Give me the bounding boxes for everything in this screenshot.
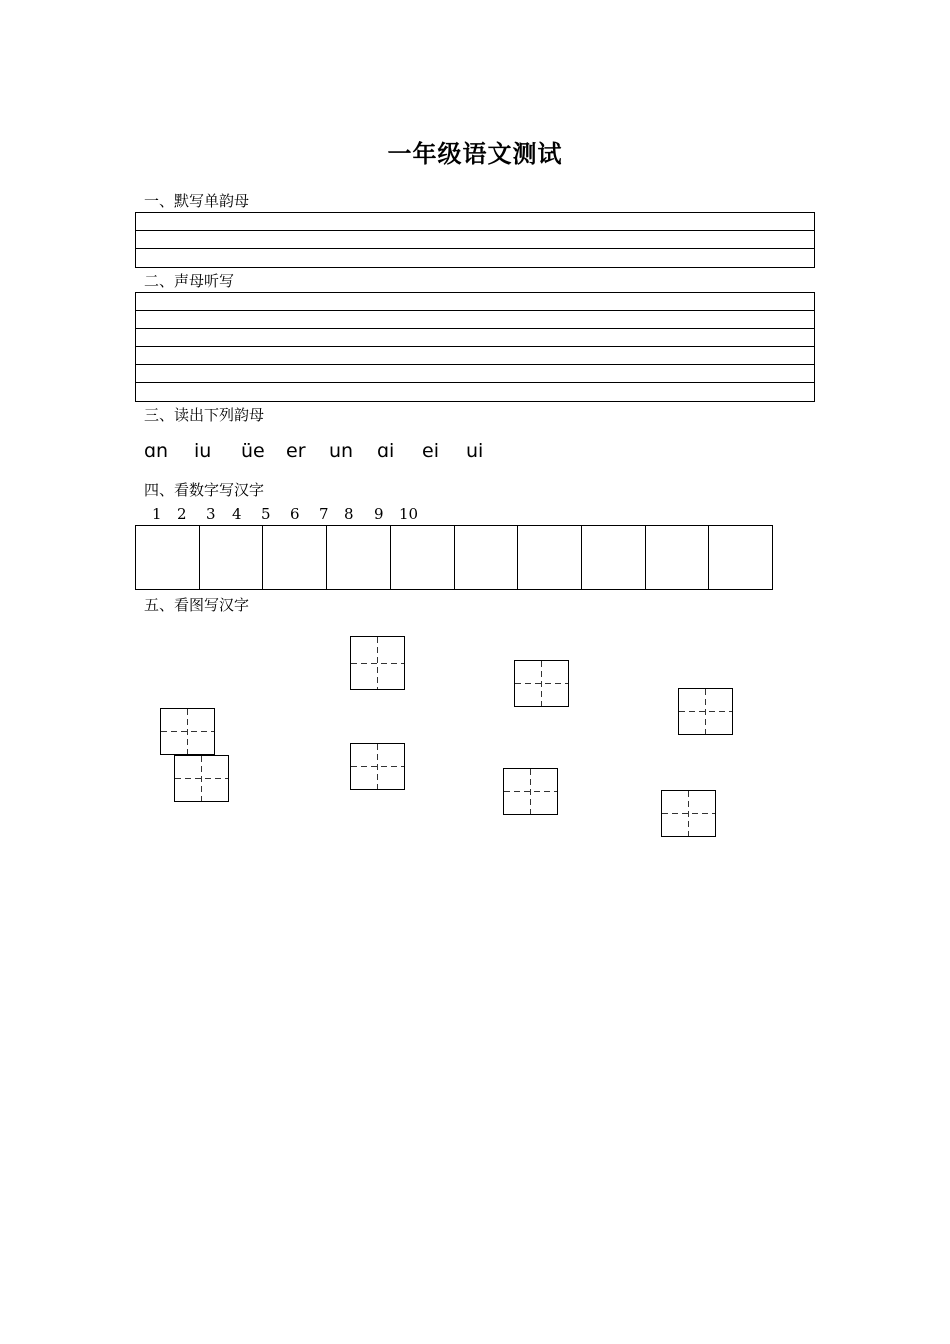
rhyme-item: üe xyxy=(241,440,265,462)
writing-lines-1[interactable] xyxy=(135,212,815,268)
tian-grid-box[interactable] xyxy=(350,636,405,690)
section-2-title: 二、声母听写 xyxy=(144,272,235,290)
rhyme-item: ɑn xyxy=(144,440,169,462)
section-5-title: 五、看图写汉字 xyxy=(144,596,250,614)
number-label: 1 xyxy=(152,505,162,523)
writing-cell[interactable] xyxy=(200,526,264,589)
number-label: 4 xyxy=(232,505,242,523)
writing-cell[interactable] xyxy=(709,526,772,589)
writing-cell[interactable] xyxy=(136,526,200,589)
rhyme-item: ɑi xyxy=(377,440,395,462)
section-3-title: 三、读出下列韵母 xyxy=(144,406,265,424)
writing-cell[interactable] xyxy=(327,526,391,589)
tian-grid-box[interactable] xyxy=(661,790,716,837)
number-label: 5 xyxy=(261,505,271,523)
number-writing-grid[interactable] xyxy=(135,525,773,590)
writing-line[interactable] xyxy=(136,213,814,231)
rhyme-item: ei xyxy=(422,440,439,462)
number-label: 9 xyxy=(374,505,384,523)
number-label: 2 xyxy=(177,505,187,523)
number-label: 3 xyxy=(206,505,216,523)
rhyme-item: un xyxy=(329,440,354,462)
page-title: 一年级语文测试 xyxy=(387,139,563,168)
writing-line[interactable] xyxy=(136,383,814,401)
rhyme-item: ui xyxy=(466,440,484,462)
writing-line[interactable] xyxy=(136,365,814,383)
writing-cell[interactable] xyxy=(582,526,646,589)
number-label: 7 xyxy=(319,505,329,523)
writing-line[interactable] xyxy=(136,249,814,267)
number-label: 6 xyxy=(290,505,300,523)
tian-grid-box[interactable] xyxy=(503,768,558,815)
writing-line[interactable] xyxy=(136,311,814,329)
section-1-title: 一、默写单韵母 xyxy=(144,192,250,210)
tian-grid-box[interactable] xyxy=(350,743,405,790)
writing-line[interactable] xyxy=(136,347,814,365)
tian-grid-box[interactable] xyxy=(174,755,229,802)
writing-lines-2[interactable] xyxy=(135,292,815,402)
writing-line[interactable] xyxy=(136,231,814,249)
section-4-title: 四、看数字写汉字 xyxy=(144,481,265,499)
number-label: 8 xyxy=(344,505,354,523)
tian-grid-box[interactable] xyxy=(514,660,569,707)
rhyme-item: er xyxy=(286,440,306,462)
rhyme-item: iu xyxy=(194,440,212,462)
writing-line[interactable] xyxy=(136,293,814,311)
tian-grid-box[interactable] xyxy=(160,708,215,755)
writing-cell[interactable] xyxy=(455,526,519,589)
tian-grid-box[interactable] xyxy=(678,688,733,735)
writing-cell[interactable] xyxy=(263,526,327,589)
writing-cell[interactable] xyxy=(391,526,455,589)
writing-cell[interactable] xyxy=(646,526,710,589)
writing-line[interactable] xyxy=(136,329,814,347)
writing-cell[interactable] xyxy=(518,526,582,589)
number-label: 10 xyxy=(399,505,419,523)
